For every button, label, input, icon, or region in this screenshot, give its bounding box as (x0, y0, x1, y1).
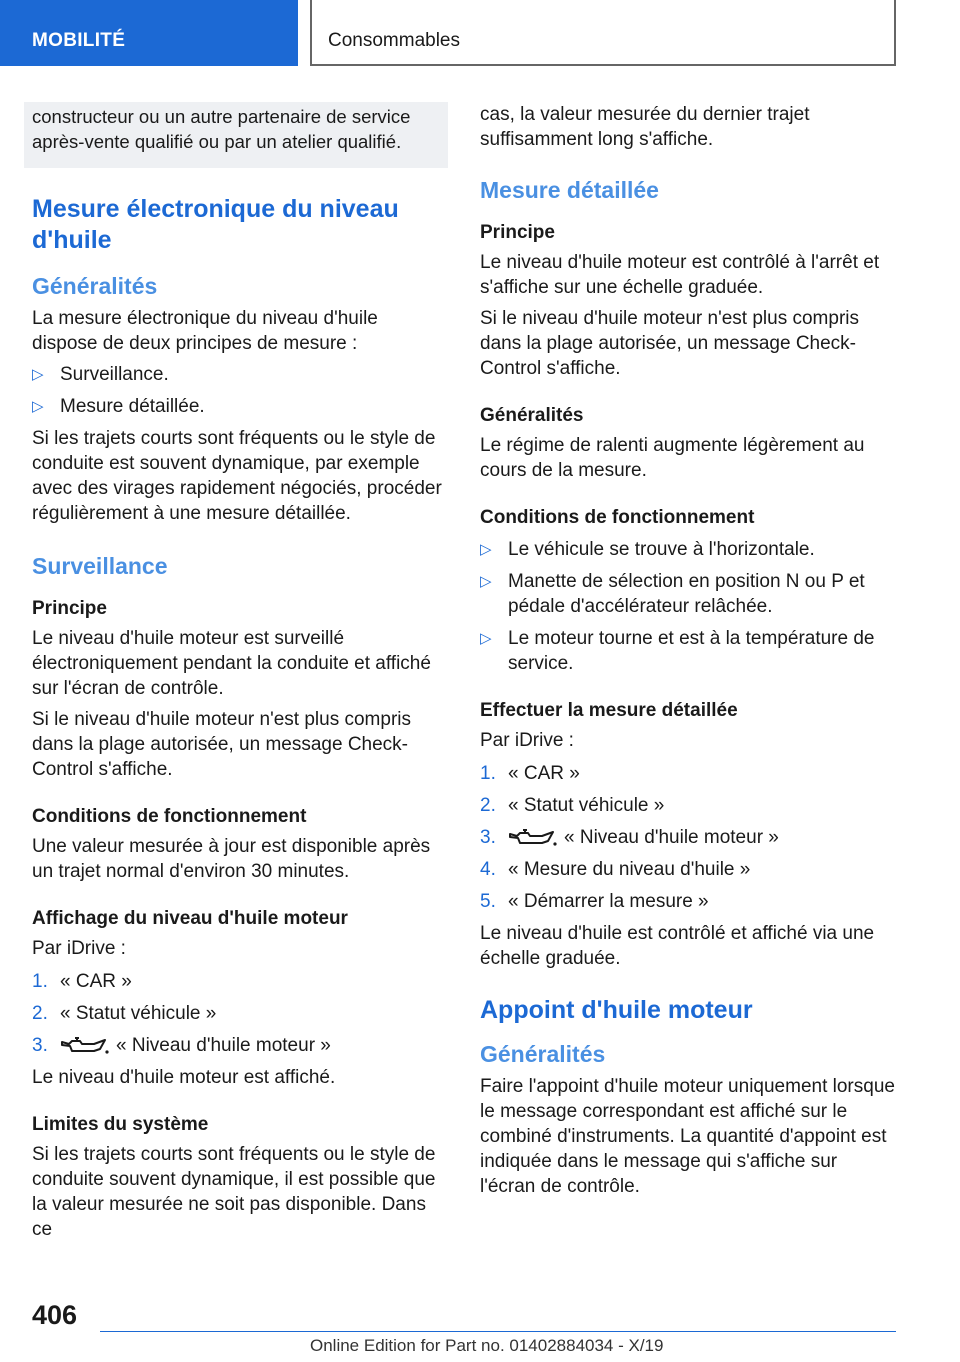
general-intro: La mesure électronique du niveau d'huile dispose de deux principes de mesure : (32, 308, 378, 354)
triangle-bullet-icon: ▷ (32, 366, 44, 383)
heading-principle: Principe (32, 598, 107, 619)
heading-detailed-measurement: Mesure détaillée (480, 177, 659, 203)
step-item (480, 857, 896, 882)
page-number: 406 (32, 1300, 78, 1330)
perform-steps (480, 761, 896, 914)
continued-note-box (24, 102, 448, 168)
conditions-list (480, 537, 896, 676)
heading-oil-display: Affichage du niveau d'huile moteur (32, 908, 348, 929)
triangle-bullet-icon: ▷ (480, 573, 492, 590)
step-number: 3. (480, 827, 496, 848)
right-column (480, 102, 896, 1199)
heading-monitoring: Surveillance (32, 553, 168, 579)
step-number: 4. (480, 859, 496, 880)
step-text: « Niveau d'huile moteur » (116, 1035, 331, 1056)
heading-perform-measurement: Effectuer la mesure détaillée (480, 700, 738, 721)
monitoring-principle-text-2: Si le niveau d'huile moteur n'est plus compris dans la plage autorisée, un message Check-Control s'affiche. (32, 709, 411, 780)
step-text: « Statut véhicule » (508, 795, 665, 816)
list-item-text: Manette de sélection en position N ou P et pédale d'accélérateur relâchée. (508, 571, 865, 617)
heading-general: Généralités (480, 1041, 606, 1067)
heading-system-limits: Limites du système (32, 1114, 209, 1135)
continued-text: cas, la valeur mesurée du dernier trajet suffisamment long s'affiche. (480, 104, 810, 150)
display-result: Le niveau d'huile moteur est affiché. (32, 1067, 336, 1088)
topup-text: Faire l'appoint d'huile moteur uniquement lorsque le message correspondant est affiché sur le combiné d'instruments. La quantité d'appoint est indiquée dans le message qui s'affiche sur l'écran de contrôle. (480, 1076, 895, 1197)
list-item-text: Mesure détaillée. (60, 396, 205, 417)
detailed-principle-text-2: Si le niveau d'huile moteur n'est plus compris dans la plage autorisée, un message Check-Control s'affiche. (480, 308, 859, 379)
step-text: « Démarrer la mesure » (508, 891, 709, 912)
step-item (480, 825, 896, 850)
step-item (32, 1033, 448, 1058)
heading-principle: Principe (480, 222, 555, 243)
step-item (480, 793, 896, 818)
step-number: 2. (32, 1003, 48, 1024)
list-item (480, 537, 896, 562)
step-item (32, 1001, 448, 1026)
heading-general: Généralités (480, 405, 584, 426)
list-item (32, 362, 448, 387)
display-intro: Par iDrive : (32, 938, 126, 959)
step-number: 1. (480, 763, 496, 784)
edition-note: Online Edition for Part no. 01402884034 - X/19 (310, 1336, 664, 1355)
step-number: 5. (480, 891, 496, 912)
continued-note-text: constructeur ou un autre partenaire de service après-vente qualifié ou par un atelier qualifié. (32, 106, 411, 152)
section-tab: MOBILITÉ (0, 0, 298, 66)
principles-list (32, 362, 448, 419)
heading-conditions: Conditions de fonctionnement (480, 507, 755, 528)
footer-divider (100, 1331, 896, 1332)
triangle-bullet-icon: ▷ (480, 541, 492, 558)
triangle-bullet-icon: ▷ (480, 630, 492, 647)
oil-can-icon (60, 1036, 110, 1056)
step-number: 1. (32, 971, 48, 992)
list-item (32, 394, 448, 419)
step-text: « Statut véhicule » (60, 1003, 217, 1024)
monitoring-principle-text-1: Le niveau d'huile moteur est surveillé électroniquement pendant la conduite et affiché sur l'écran de contrôle. (32, 628, 431, 699)
page-header (0, 0, 960, 66)
oil-can-icon (508, 828, 558, 848)
step-text: « CAR » (508, 763, 580, 784)
step-number: 2. (480, 795, 496, 816)
step-text: « Mesure du niveau d'huile » (508, 859, 751, 880)
display-steps (32, 969, 448, 1058)
general-advice: Si les trajets courts sont fréquents ou le style de conduite est souvent dynamique, par exemple avec des virages rapidement négociés, procéder régulièrement à une mesure détaillée. (32, 428, 442, 524)
detailed-principle-text-1: Le niveau d'huile moteur est contrôlé à l'arrêt et s'affiche sur une échelle graduée. (480, 252, 880, 298)
list-item-text: Le moteur tourne et est à la température de service. (508, 628, 875, 674)
list-item (480, 569, 896, 619)
step-text: « Niveau d'huile moteur » (564, 827, 779, 848)
list-item-text: Surveillance. (60, 364, 169, 385)
system-limits-text: Si les trajets courts sont fréquents ou le style de conduite souvent dynamique, il est possible que la valeur mesurée ne soit pas disponible. Dans ce (32, 1144, 436, 1240)
perform-result: Le niveau d'huile est contrôlé et affiché via une échelle graduée. (480, 923, 875, 969)
list-item (480, 626, 896, 676)
triangle-bullet-icon: ▷ (32, 398, 44, 415)
detailed-general-text: Le régime de ralenti augmente légèrement au cours de la mesure. (480, 435, 865, 481)
heading-conditions: Conditions de fonctionnement (32, 806, 307, 827)
step-item (480, 761, 896, 786)
left-column (32, 102, 448, 1242)
step-text: « CAR » (60, 971, 132, 992)
chapter-title: Consommables (310, 0, 896, 66)
section-title-oil-topup: Appoint d'huile moteur (480, 996, 753, 1024)
step-number: 3. (32, 1035, 48, 1056)
monitoring-conditions-text: Une valeur mesurée à jour est disponible après un trajet normal d'environ 30 minutes. (32, 836, 431, 882)
step-item (480, 889, 896, 914)
section-title-oil-level: Mesure électronique du niveau d'huile (32, 195, 399, 254)
perform-intro: Par iDrive : (480, 730, 574, 751)
list-item-text: Le véhicule se trouve à l'horizontale. (508, 539, 815, 560)
step-item (32, 969, 448, 994)
heading-general: Généralités (32, 273, 158, 299)
